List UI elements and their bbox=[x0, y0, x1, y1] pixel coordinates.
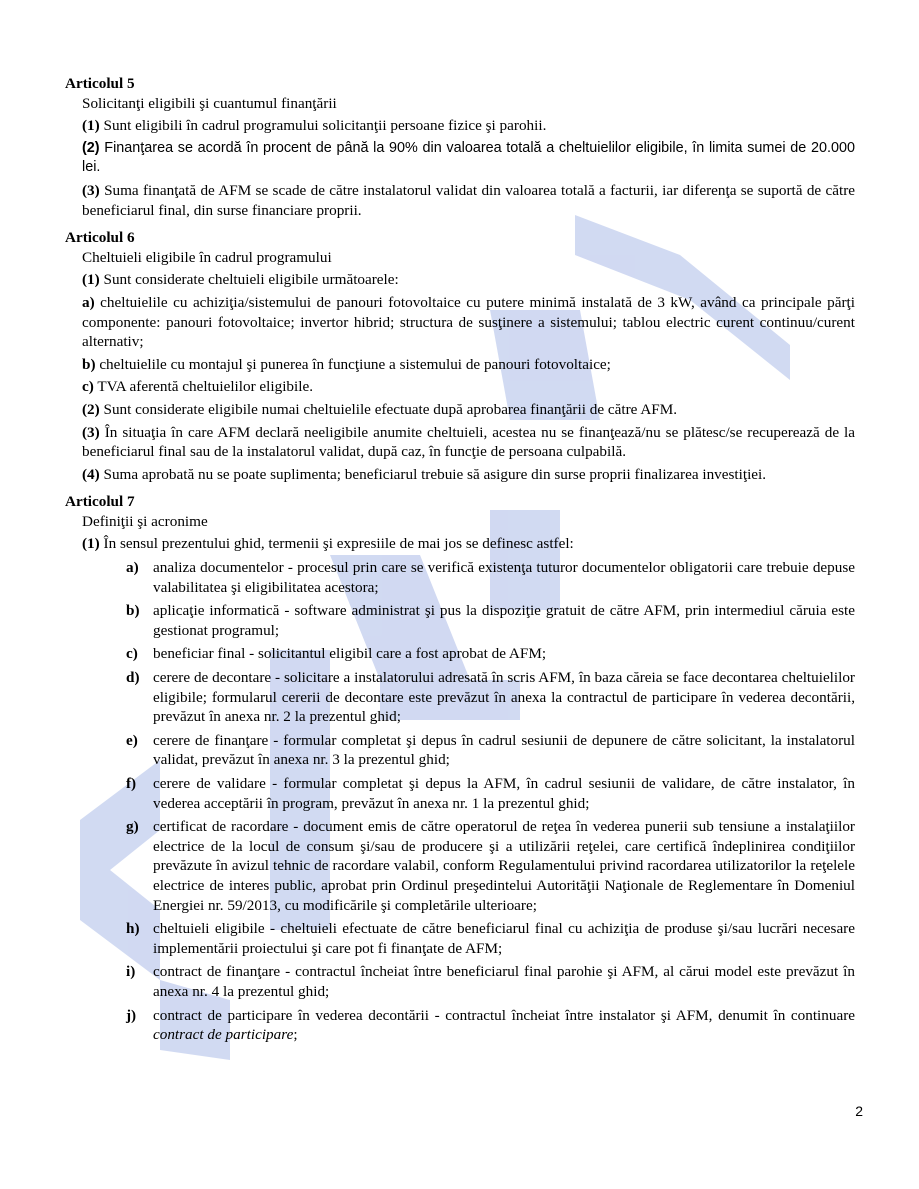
article-6-item-c: c) TVA aferentă cheltuielilor eligibile. bbox=[82, 378, 313, 396]
article-6-paragraph-4: (4) Suma aprobată nu se poate suplimenta; beneficiarul trebuie să asigure din surse proprii finalizarea investiţiei. bbox=[82, 465, 767, 483]
article-7-title: Articolul 7 bbox=[65, 493, 135, 511]
article-5-title: Articolul 5 bbox=[65, 75, 135, 92]
article-5-paragraph-1: (1) Sunt eligibili în cadrul programului solicitanţii persoane fizice şi parohii. bbox=[82, 117, 547, 135]
article-6-paragraph-2: (2) Sunt considerate eligibile numai cheltuielile efectuate după aprobarea finanţării de către AFM. bbox=[82, 400, 678, 418]
article-5-paragraph-3: (3) Suma finanţată de AFM se scade de către instalatorul validat din valoarea totală a facturii, iar diferenţa se suportă de către beneficiarul final, din surse financiare proprii. bbox=[82, 181, 855, 219]
definition-c: c) beneficiar final - solicitantul eligibil care a fost aprobat de AFM; bbox=[126, 645, 547, 663]
article-6-item-a: a) cheltuielile cu achiziţia/sistemului de panouri fotovoltaice cu putere minimă instalată de 3 kW, având ca principale părţi componente: panouri fotovoltaice; invertor hibrid; structura de susţinere a sistemului; tablou electric curent continuu/curent alternativ; bbox=[82, 293, 855, 351]
definition-g: g) certificat de racordare - document emis de către operatorul de reţea în vederea punerii sub tensiune a instalaţiilor electrice de la locul de consum şi/sau de producere şi a utilizării reţelei, care certifică îndeplinirea condiţiilor prevăzute în avizul tehnic de racordare valabil, conform Regulamentului privind racordarea utilizatorilor la reţelele electrice de interes public, aprobat prin Ordinul preşedintelui Autorităţii Naţionale de Reglementare în Domeniul Energiei nr. 59/2013, cu modificările şi completările ulterioare; bbox=[126, 818, 855, 914]
definition-i: i) contract de finanţare - contractul încheiat între beneficiarul final parohie şi AFM, al cărui model este prevăzut în anexa nr. 4 la prezentul ghid; bbox=[126, 963, 855, 1000]
document-body bbox=[65, 74, 855, 1045]
article-5-subtitle: Solicitanţi eligibili şi cuantumul finanţării bbox=[82, 94, 337, 112]
definition-b: b) aplicaţie informatică - software administrat şi pus la dispoziţie gratuit de către AFM, prin intermediul căruia este gestionat programul; bbox=[126, 602, 855, 639]
article-7-paragraph-1: (1) În sensul prezentului ghid, termenii şi expresiile de mai jos se definesc astfel: bbox=[82, 535, 574, 553]
article-5-paragraph-2: (2) Finanţarea se acordă în procent de până la 90% din valoarea totală a cheltuielilor eligibile, în limita sumei de 20.000 lei. bbox=[82, 139, 856, 176]
definition-a: a) analiza documentelor - procesul prin care se verifică existenţa tuturor documentelor obligatorii care trebuie depuse valabilitatea şi eligibilitatea acestora; bbox=[126, 559, 855, 596]
article-6-subtitle: Cheltuieli eligibile în cadrul programului bbox=[82, 248, 332, 266]
page-number: 2 bbox=[855, 1103, 863, 1119]
definition-e: e) cerere de finanţare - formular completat şi depus în cadrul sesiunii de depunere de către solicitant, la instalatorul validat, prevăzut în anexa nr. 3 la prezentul ghid; bbox=[126, 731, 855, 769]
article-6-paragraph-3: (3) În situaţia în care AFM declară neeligibile anumite cheltuieli, acestea nu se finanţează/nu se plătesc/se recuperează de la beneficiarul final sau de la instalatorul validat, după caz, în funcţie de persoana culpabilă. bbox=[82, 423, 856, 461]
definition-d: d) cerere de decontare - solicitare a instalatorului adresată în scris AFM, în baza căreia se face decontarea cheltuielilor eligibile; formularul cererii de decontare este prevăzut în anexa la contractul de participare în vederea decontării, prevăzut în anexa nr. 2 la prezentul ghid; bbox=[126, 669, 855, 726]
definition-f: f) cerere de validare - formular completat şi depus la AFM, în cadrul sesiunii de validare, de către instalator, în vederea acceptării în program, prevăzut în anexa nr. 1 la prezentul ghid; bbox=[126, 775, 855, 812]
article-6-title: Articolul 6 bbox=[65, 229, 135, 247]
definition-j: j) contract de participare în vederea decontării - contractul încheiat între instalator şi AFM, denumit în continuare contract de participare; bbox=[126, 1006, 855, 1044]
article-7-subtitle: Definiţii şi acronime bbox=[82, 512, 208, 530]
article-6-item-b: b) cheltuielile cu montajul şi punerea în funcţiune a sistemului de panouri fotovoltaice; bbox=[82, 355, 611, 373]
article-6-paragraph-1: (1) Sunt considerate cheltuieli eligibile următoarele: bbox=[82, 271, 399, 289]
definition-h: h) cheltuieli eligibile - cheltuieli efectuate de către beneficiarul final cu achiziţia de produse şi/sau lucrări necesare implementării proiectului şi care pot fi finanţate de AFM; bbox=[126, 920, 855, 957]
